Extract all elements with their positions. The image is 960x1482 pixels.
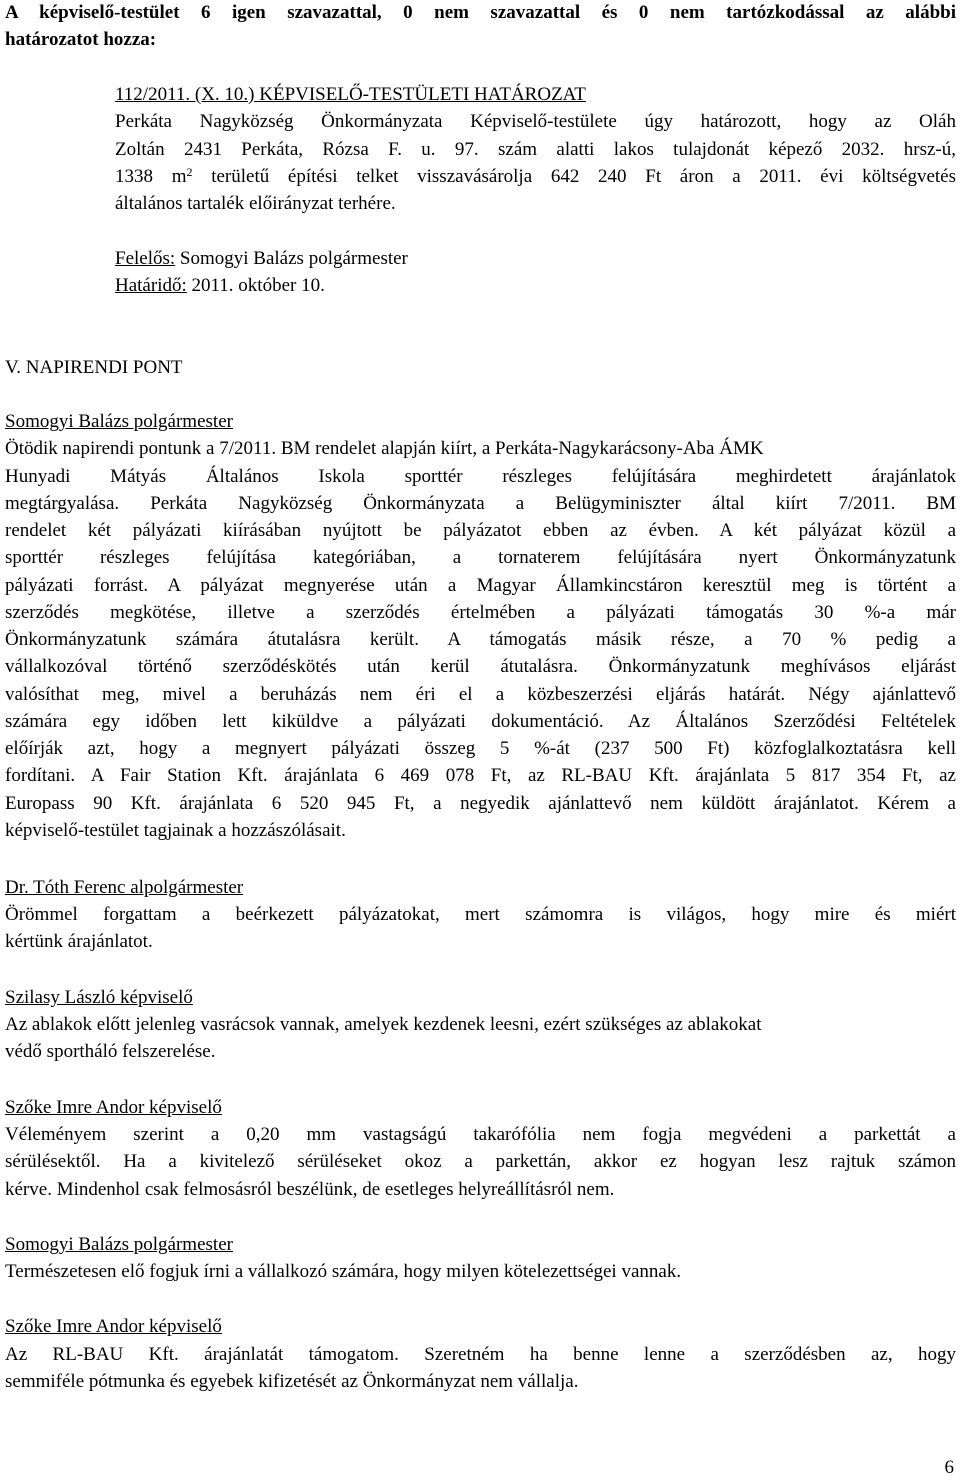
comment-text-line: védő sportháló felszerelése. <box>5 1041 216 1062</box>
intro-line-2: határozatot hozza: <box>5 29 157 50</box>
agenda-text-line: előírják azt, hogy a megnyert pályázati összeg 5 %-át (237 500 Ft) közfoglalkoztatásra kell <box>5 738 956 759</box>
agenda-text-line: sporttér részleges felújítása kategóriában, a tornaterem felújítására nyert Önkormányzatunk <box>5 547 956 568</box>
agenda-text-line: megtárgyalása. Perkáta Nagyközség Önkormányzata a Belügyminiszter által kiírt 7/2011. BM <box>5 493 956 514</box>
agenda-text-line: rendelet két pályázati kiírásában nyújtott be pályázatot ebben az évben. A két pályázat közül a <box>5 520 956 541</box>
comment-speaker: Somogyi Balázs polgármester <box>5 1234 233 1255</box>
responsible-value: Somogyi Balázs polgármester <box>175 248 408 269</box>
deadline-label: Határidő: <box>115 275 187 296</box>
responsible-label: Felelős: <box>115 248 176 269</box>
comment-text-line: Örömmel forgattam a beérkezett pályázatokat, mert számomra is világos, hogy mire és miért <box>5 904 956 925</box>
resolution-line-2: Zoltán 2431 Perkáta, Rózsa F. u. 97. szám alatti lakos tulajdonát képező 2032. hrsz-ú, <box>115 139 956 160</box>
comment-text-line: semmiféle pótmunka és egyebek kifizetését az Önkormányzat nem vállalja. <box>5 1371 579 1392</box>
agenda-text-line: Europass 90 Kft. árajánlata 6 520 945 Ft, a negyedik ajánlattevő nem küldött árajánlatot. Kérem a <box>5 793 956 814</box>
agenda-text-line: vállalkozóval történő szerződéskötés után kerül átutalásra. Önkormányzatunk meghívásos eljárást <box>5 656 956 677</box>
comment-text-line: Véleményem szerint a 0,20 mm vastagságú takarófólia nem fogja megvédeni a parkettát a <box>5 1124 956 1145</box>
intro-line-1: A képviselő-testület 6 igen szavazattal, 0 nem szavazattal és 0 nem tartózkodással az alábbi <box>5 2 956 23</box>
agenda-speaker: Somogyi Balázs polgármester <box>5 411 233 432</box>
area-value: 1338 m <box>115 166 187 187</box>
agenda-text-line: Hunyadi Mátyás Általános Iskola sporttér részleges felújítására meghirdetett árajánlatok <box>5 466 956 487</box>
comment-speaker: Szőke Imre Andor képviselő <box>5 1097 222 1118</box>
comment-speaker: Szilasy László képviselő <box>5 987 193 1008</box>
resolution-title: 112/2011. (X. 10.) KÉPVISELŐ-TESTÜLETI HATÁROZAT <box>115 84 586 105</box>
resolution-line-3 <box>115 163 956 190</box>
deadline-row <box>115 272 956 299</box>
agenda-text-line: képviselő-testület tagjainak a hozzászólásait. <box>5 820 346 841</box>
agenda-text-line: számára egy időben lett kiküldve a pályázati dokumentáció. Az Általános Szerződési Feltételek <box>5 711 956 732</box>
resolution-line-3-rest: területű építési telket visszavásárolja 642 240 Ft áron a 2011. évi költségvetés <box>192 166 956 187</box>
agenda-text-line: pályázati forrást. A pályázat megnyerése után a Magyar Államkincstáron keresztül meg is történt a <box>5 575 956 596</box>
comment-speaker: Dr. Tóth Ferenc alpolgármester <box>5 877 244 898</box>
comment-text-line: Az RL-BAU Kft. árajánlatát támogatom. Szeretném ha benne lenne a szerződésben az, hogy <box>5 1344 956 1365</box>
comment-speaker: Szőke Imre Andor képviselő <box>5 1316 222 1337</box>
comment-text-line: Természetesen elő fogjuk írni a vállalkozó számára, hogy milyen kötelezettségei vannak. <box>5 1261 682 1282</box>
page-number: 6 <box>944 1457 954 1478</box>
agenda-text-line: Ötödik napirendi pontunk a 7/2011. BM rendelet alapján kiírt, a Perkáta-Nagykarácsony-Aba ÁMK <box>5 438 764 459</box>
comment-text-line: sérülésektől. Ha a kivitelező sérüléseket okoz a parkettán, akkor ez hogyan lesz rajtuk számon <box>5 1151 956 1172</box>
comment-text-line: Az ablakok előtt jelenleg vasrácsok vannak, amelyek kezdenek leesni, ezért szükséges az ablakokat <box>5 1014 762 1035</box>
agenda-text-line: Önkormányzatunk számára átutalásra került. A támogatás másik része, a 70 % pedig a <box>5 629 956 650</box>
comment-text-line: kértünk árajánlatot. <box>5 931 153 952</box>
agenda-text-line: szerződés megkötése, illetve a szerződés értelmében a pályázati támogatás 30 %-a már <box>5 602 956 623</box>
resolution-line-4: általános tartalék előirányzat terhére. <box>115 193 396 214</box>
responsible-row <box>115 245 956 272</box>
agenda-text-line: valósíthat meg, mivel a beruházás nem éri el a közbeszerzési eljárás határát. Négy ajánlattevő <box>5 684 956 705</box>
area-unit-superscript: 2 <box>186 165 193 179</box>
deadline-value: 2011. október 10. <box>186 275 325 296</box>
comment-text-line: kérve. Mindenhol csak felmosásról beszélünk, de esetleges helyreállításról nem. <box>5 1179 615 1200</box>
agenda-heading: V. NAPIRENDI PONT <box>5 357 183 378</box>
agenda-text-line: fordítani. A Fair Station Kft. árajánlata 6 469 078 Ft, az RL-BAU Kft. árajánlata 5 817 354 Ft, az <box>5 765 956 786</box>
resolution-line-1: Perkáta Nagyközség Önkormányzata Képviselő-testülete úgy határozott, hogy az Oláh <box>115 111 956 132</box>
